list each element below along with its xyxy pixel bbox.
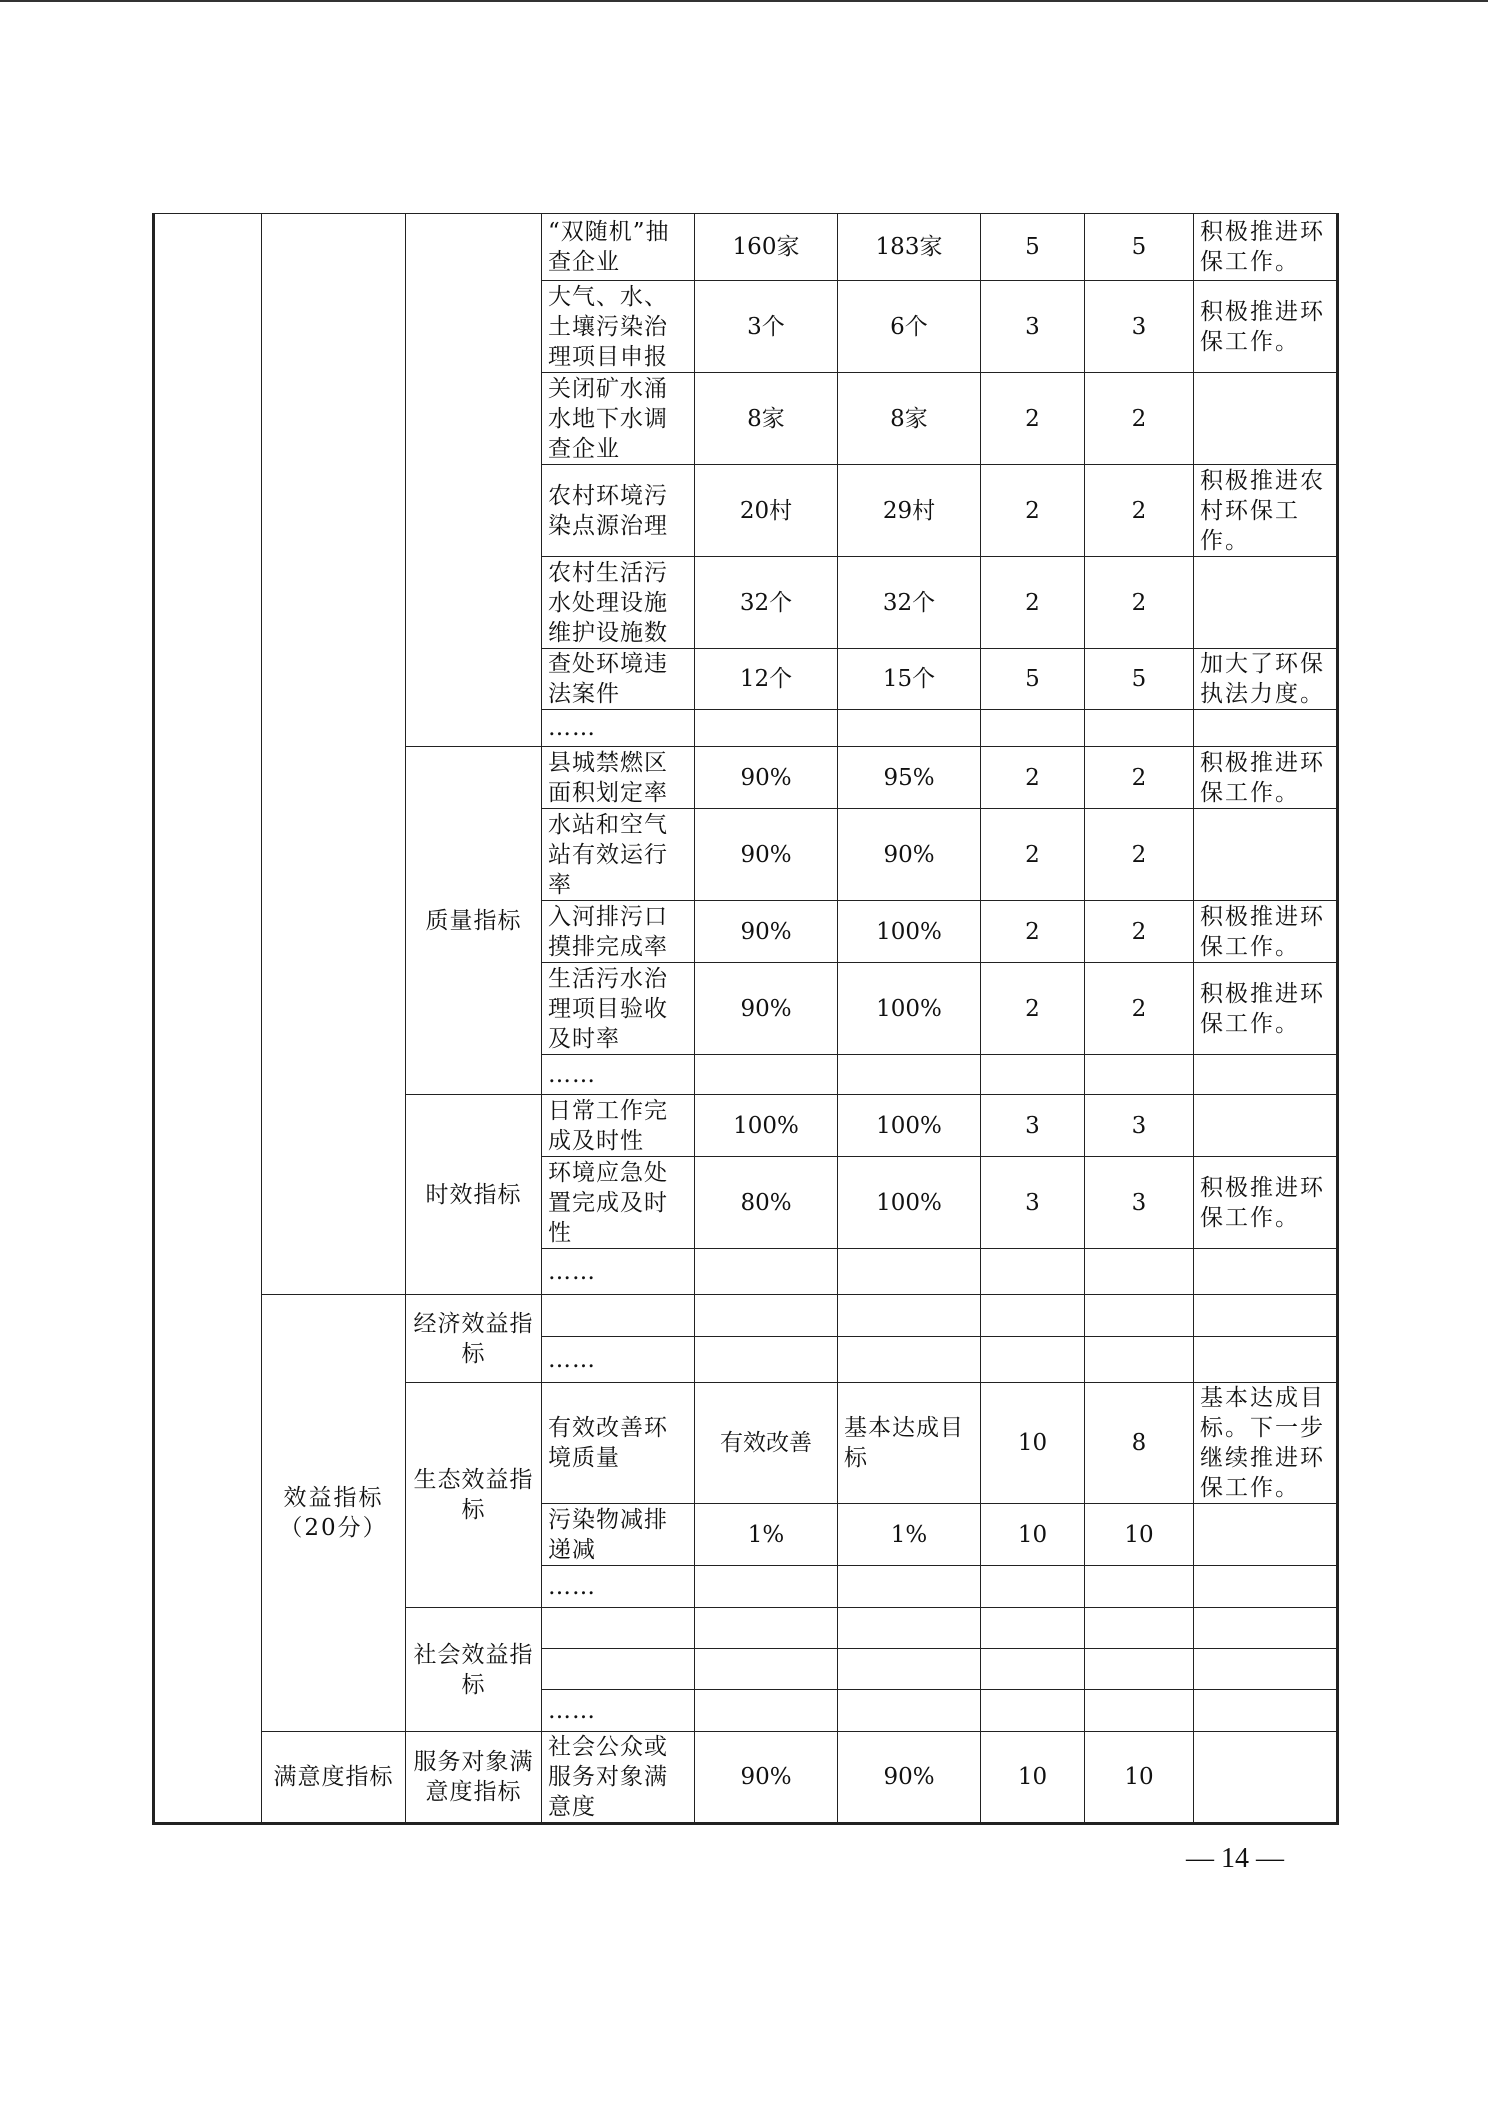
indicator-name: 大气、水、土壤污染治理项目申报 xyxy=(542,281,695,373)
actual-value xyxy=(838,1566,981,1608)
remark: 积极推进环保工作。 xyxy=(1194,281,1338,373)
actual-value xyxy=(838,1608,981,1649)
timeliness-indicator-label: 时效指标 xyxy=(406,1095,542,1295)
actual-value xyxy=(838,1295,981,1337)
indicator-name: 生活污水治理项目验收及时率 xyxy=(542,963,695,1055)
remark: 积极推进环保工作。 xyxy=(1194,1157,1338,1249)
actual-value: 100% xyxy=(838,1157,981,1249)
indicator-name xyxy=(542,1295,695,1337)
remark xyxy=(1194,1690,1338,1732)
score: 2 xyxy=(1085,963,1194,1055)
score: 2 xyxy=(1085,373,1194,465)
remark xyxy=(1194,710,1338,747)
annual-target: 8家 xyxy=(695,373,838,465)
service-satisfaction-label: 服务对象满意度指标 xyxy=(406,1732,542,1824)
weight xyxy=(981,1337,1085,1383)
weight: 3 xyxy=(981,1157,1085,1249)
actual-value: 100% xyxy=(838,963,981,1055)
annual-target: 90% xyxy=(695,1732,838,1824)
indicator-name: …… xyxy=(542,1566,695,1608)
score: 2 xyxy=(1085,465,1194,557)
page-number: — 14 — xyxy=(1186,1843,1284,1874)
actual-value xyxy=(838,1649,981,1690)
weight xyxy=(981,1249,1085,1295)
annual-target: 有效改善 xyxy=(695,1383,838,1504)
indicator-name: 有效改善环境质量 xyxy=(542,1383,695,1504)
remark xyxy=(1194,1055,1338,1095)
ecological-benefit-label: 生态效益指标 xyxy=(406,1383,542,1608)
indicator-name: 污染物减排递减 xyxy=(542,1504,695,1566)
weight xyxy=(981,710,1085,747)
indicator-name xyxy=(542,1608,695,1649)
weight: 10 xyxy=(981,1732,1085,1824)
remark: 积极推进环保工作。 xyxy=(1194,214,1338,281)
second-level-indicator-cell xyxy=(262,214,406,1295)
annual-target xyxy=(695,1295,838,1337)
actual-value xyxy=(838,710,981,747)
remark xyxy=(1194,557,1338,649)
table-row xyxy=(154,1732,1338,1824)
remark xyxy=(1194,1249,1338,1295)
remark xyxy=(1194,1295,1338,1337)
actual-value: 90% xyxy=(838,1732,981,1824)
score xyxy=(1085,1295,1194,1337)
indicator-name: 关闭矿水涌水地下水调查企业 xyxy=(542,373,695,465)
remark: 积极推进环保工作。 xyxy=(1194,963,1338,1055)
score xyxy=(1085,1649,1194,1690)
score xyxy=(1085,1055,1194,1095)
first-level-indicator-cell xyxy=(154,214,262,1824)
remark: 基本达成目标。下一步继续推进环保工作。 xyxy=(1194,1383,1338,1504)
annual-target xyxy=(695,1337,838,1383)
score xyxy=(1085,710,1194,747)
score: 3 xyxy=(1085,281,1194,373)
score: 10 xyxy=(1085,1732,1194,1824)
actual-value: 6个 xyxy=(838,281,981,373)
actual-value: 95% xyxy=(838,747,981,809)
remark: 积极推进农村环保工作。 xyxy=(1194,465,1338,557)
weight xyxy=(981,1566,1085,1608)
score xyxy=(1085,1690,1194,1732)
weight xyxy=(981,1608,1085,1649)
annual-target: 12个 xyxy=(695,649,838,710)
score: 3 xyxy=(1085,1095,1194,1157)
weight: 3 xyxy=(981,281,1085,373)
weight: 2 xyxy=(981,901,1085,963)
annual-target: 100% xyxy=(695,1095,838,1157)
annual-target: 32个 xyxy=(695,557,838,649)
annual-target xyxy=(695,1649,838,1690)
annual-target: 90% xyxy=(695,747,838,809)
quantity-indicator-cell xyxy=(406,214,542,747)
remark xyxy=(1194,1608,1338,1649)
annual-target: 90% xyxy=(695,901,838,963)
weight: 3 xyxy=(981,1095,1085,1157)
actual-value xyxy=(838,1249,981,1295)
annual-target: 90% xyxy=(695,963,838,1055)
remark xyxy=(1194,1504,1338,1566)
weight xyxy=(981,1649,1085,1690)
actual-value: 8家 xyxy=(838,373,981,465)
indicator-name xyxy=(542,1649,695,1690)
quality-indicator-label: 质量指标 xyxy=(406,747,542,1095)
indicator-name: 日常工作完成及时性 xyxy=(542,1095,695,1157)
score: 3 xyxy=(1085,1157,1194,1249)
score xyxy=(1085,1608,1194,1649)
indicator-name: …… xyxy=(542,1249,695,1295)
indicator-name: 查处环境违法案件 xyxy=(542,649,695,710)
performance-table xyxy=(152,213,1339,1825)
score: 5 xyxy=(1085,649,1194,710)
weight: 2 xyxy=(981,747,1085,809)
score xyxy=(1085,1337,1194,1383)
annual-target: 160家 xyxy=(695,214,838,281)
actual-value: 32个 xyxy=(838,557,981,649)
weight: 10 xyxy=(981,1383,1085,1504)
annual-target xyxy=(695,710,838,747)
remark: 积极推进环保工作。 xyxy=(1194,901,1338,963)
remark: 加大了环保执法力度。 xyxy=(1194,649,1338,710)
actual-value xyxy=(838,1055,981,1095)
table-row xyxy=(154,214,1338,281)
weight: 5 xyxy=(981,649,1085,710)
indicator-name: 县城禁燃区面积划定率 xyxy=(542,747,695,809)
indicator-name: …… xyxy=(542,710,695,747)
annual-target: 1% xyxy=(695,1504,838,1566)
weight: 10 xyxy=(981,1504,1085,1566)
social-benefit-label: 社会效益指标 xyxy=(406,1608,542,1732)
remark xyxy=(1194,1649,1338,1690)
indicator-name: “双随机”抽查企业 xyxy=(542,214,695,281)
score: 8 xyxy=(1085,1383,1194,1504)
economic-benefit-label: 经济效益指标 xyxy=(406,1295,542,1383)
actual-value: 15个 xyxy=(838,649,981,710)
actual-value: 183家 xyxy=(838,214,981,281)
satisfaction-indicator-label: 满意度指标 xyxy=(262,1732,406,1824)
indicator-name: 社会公众或服务对象满意度 xyxy=(542,1732,695,1824)
weight: 5 xyxy=(981,214,1085,281)
annual-target: 20村 xyxy=(695,465,838,557)
annual-target xyxy=(695,1566,838,1608)
indicator-name: …… xyxy=(542,1337,695,1383)
indicator-name: …… xyxy=(542,1055,695,1095)
indicator-name: 环境应急处置完成及时性 xyxy=(542,1157,695,1249)
score: 2 xyxy=(1085,557,1194,649)
score: 2 xyxy=(1085,809,1194,901)
annual-target xyxy=(695,1249,838,1295)
indicator-name: 农村生活污水处理设施维护设施数 xyxy=(542,557,695,649)
remark xyxy=(1194,1732,1338,1824)
annual-target: 3个 xyxy=(695,281,838,373)
actual-value: 100% xyxy=(838,901,981,963)
annual-target xyxy=(695,1690,838,1732)
score: 2 xyxy=(1085,747,1194,809)
remark xyxy=(1194,1566,1338,1608)
score xyxy=(1085,1249,1194,1295)
score: 5 xyxy=(1085,214,1194,281)
weight: 2 xyxy=(981,557,1085,649)
actual-value: 1% xyxy=(838,1504,981,1566)
annual-target: 90% xyxy=(695,809,838,901)
weight xyxy=(981,1690,1085,1732)
remark xyxy=(1194,1095,1338,1157)
actual-value: 100% xyxy=(838,1095,981,1157)
score: 10 xyxy=(1085,1504,1194,1566)
remark xyxy=(1194,1337,1338,1383)
actual-value: 基本达成目标 xyxy=(838,1383,981,1504)
weight: 2 xyxy=(981,809,1085,901)
annual-target xyxy=(695,1055,838,1095)
actual-value: 90% xyxy=(838,809,981,901)
page-top-border xyxy=(0,0,1488,2)
annual-target xyxy=(695,1608,838,1649)
weight: 2 xyxy=(981,373,1085,465)
score: 2 xyxy=(1085,901,1194,963)
indicator-name: 入河排污口摸排完成率 xyxy=(542,901,695,963)
indicator-name: …… xyxy=(542,1690,695,1732)
indicator-name: 农村环境污染点源治理 xyxy=(542,465,695,557)
indicator-name: 水站和空气站有效运行率 xyxy=(542,809,695,901)
weight xyxy=(981,1055,1085,1095)
actual-value xyxy=(838,1337,981,1383)
benefit-indicator-label: 效益指标（20分） xyxy=(262,1295,406,1732)
actual-value xyxy=(838,1690,981,1732)
remark xyxy=(1194,809,1338,901)
actual-value: 29村 xyxy=(838,465,981,557)
weight: 2 xyxy=(981,465,1085,557)
table-row xyxy=(154,1295,1338,1337)
weight xyxy=(981,1295,1085,1337)
weight: 2 xyxy=(981,963,1085,1055)
score xyxy=(1085,1566,1194,1608)
remark: 积极推进环保工作。 xyxy=(1194,747,1338,809)
remark xyxy=(1194,373,1338,465)
annual-target: 80% xyxy=(695,1157,838,1249)
